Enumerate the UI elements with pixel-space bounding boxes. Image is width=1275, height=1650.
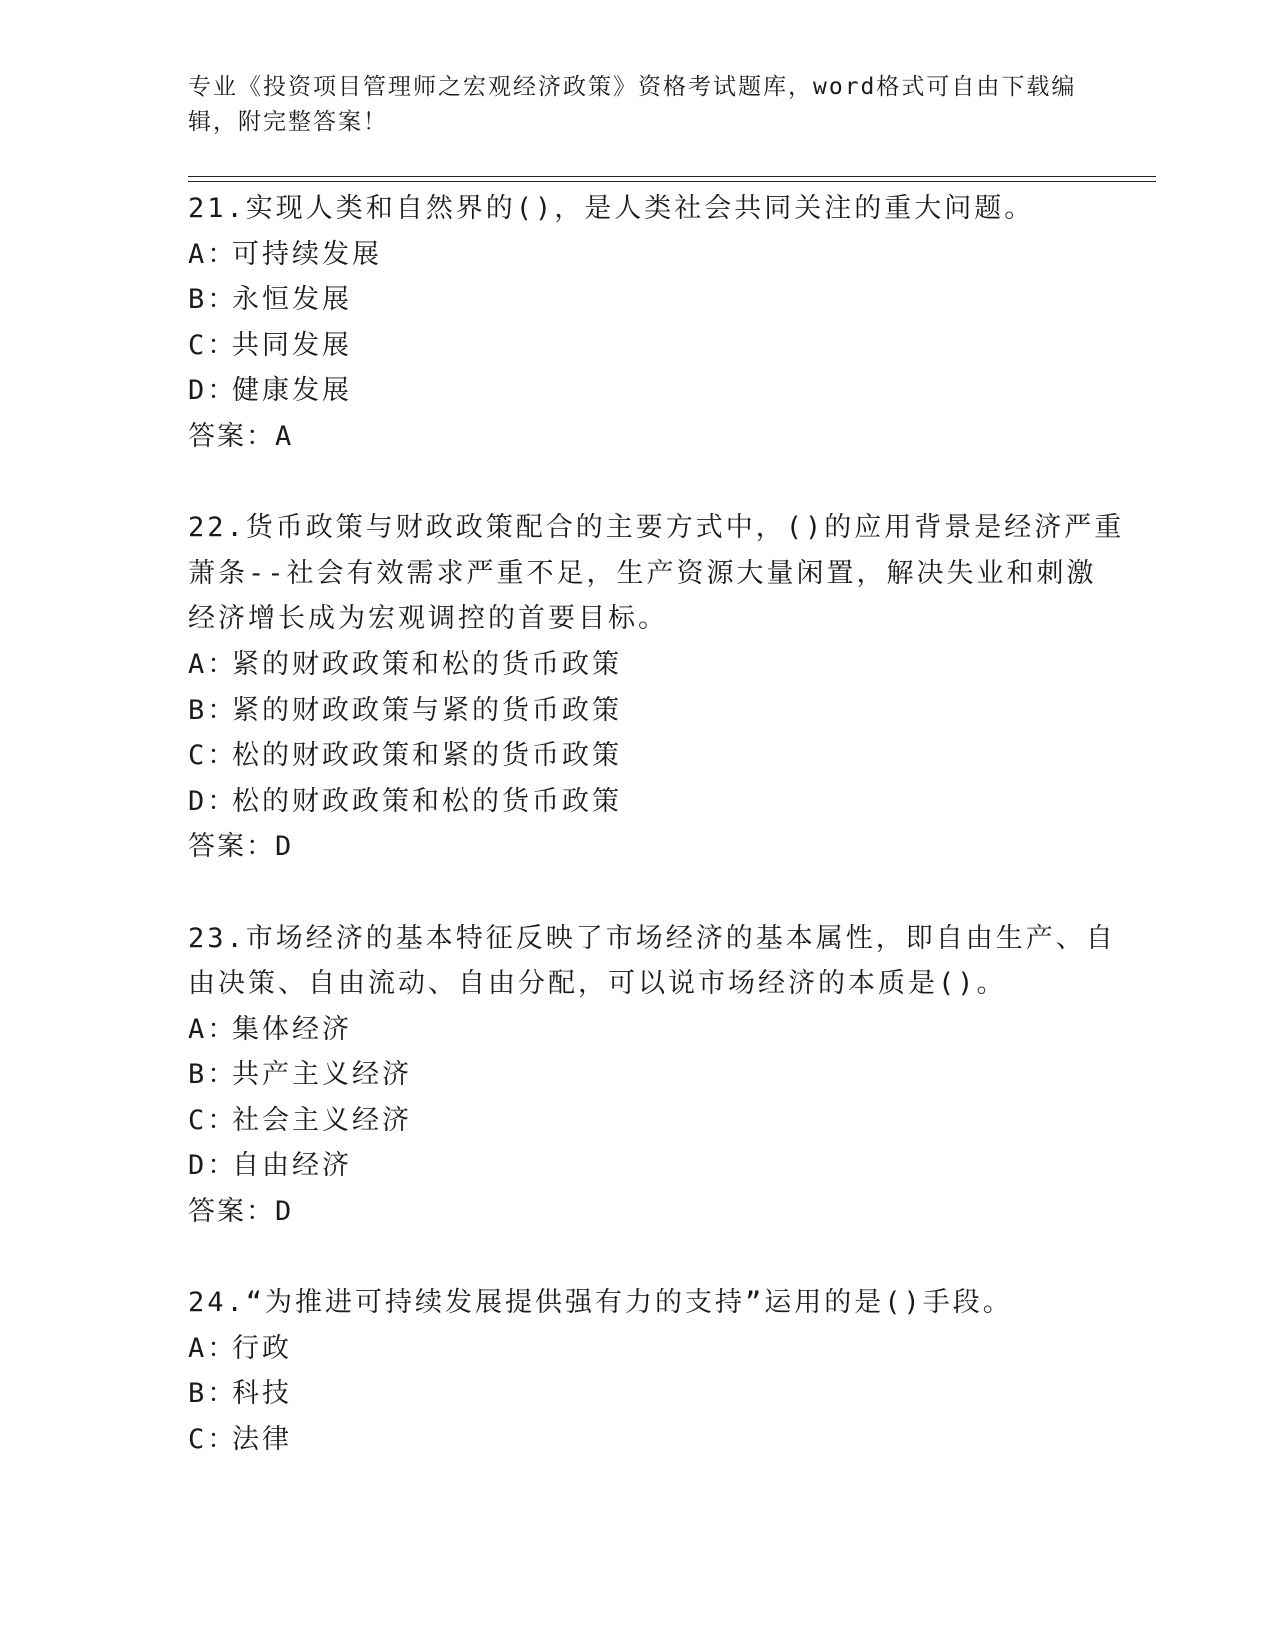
option-b xyxy=(188,1052,1088,1098)
option-letter: D： xyxy=(188,785,238,817)
option-text: 紧的财政政策与紧的货币政策 xyxy=(232,694,622,726)
option-letter: B： xyxy=(188,284,238,316)
option-b xyxy=(188,1371,1088,1417)
question-21 xyxy=(188,186,1088,460)
option-text: 自由经济 xyxy=(232,1150,352,1182)
question-stem: 22.货币政策与财政政策配合的主要方式中，()的应用背景是经济严重 xyxy=(188,512,1125,544)
spacer xyxy=(188,460,1088,506)
option-text: 松的财政政策和紧的货币政策 xyxy=(232,740,622,772)
option-a xyxy=(188,1007,1088,1053)
answer-line: 答案：A xyxy=(188,420,294,452)
header-line-1: 专业《投资项目管理师之宏观经济政策》资格考试题库，word格式可自由下载编 xyxy=(188,74,1077,100)
option-letter: D： xyxy=(188,375,238,407)
question-stem: 24.“为推进可持续发展提供强有力的支持”运用的是()手段。 xyxy=(188,1287,1013,1319)
option-c xyxy=(188,1417,1088,1463)
option-text: 紧的财政政策和松的货币政策 xyxy=(232,648,622,680)
option-letter: A： xyxy=(188,1332,238,1364)
option-letter: C： xyxy=(188,1104,238,1136)
option-letter: A： xyxy=(188,1013,238,1045)
option-letter: B： xyxy=(188,1059,238,1091)
question-stem: 由决策、自由流动、自由分配，可以说市场经济的本质是()。 xyxy=(188,968,1007,1000)
option-d xyxy=(188,779,1088,825)
option-text: 共产主义经济 xyxy=(232,1059,412,1091)
document-header xyxy=(188,70,1088,140)
answer-line: 答案：D xyxy=(188,1196,294,1228)
option-a xyxy=(188,642,1088,688)
option-text: 科技 xyxy=(232,1378,292,1410)
option-letter: C： xyxy=(188,1424,238,1456)
question-stem: 经济增长成为宏观调控的首要目标。 xyxy=(188,603,668,635)
question-22 xyxy=(188,505,1125,870)
option-letter: B： xyxy=(188,694,238,726)
option-a xyxy=(188,1326,1088,1372)
question-23 xyxy=(188,916,1116,1235)
option-letter: C： xyxy=(188,329,238,361)
option-text: 健康发展 xyxy=(232,375,352,407)
option-text: 可持续发展 xyxy=(232,238,382,270)
option-letter: C： xyxy=(188,740,238,772)
option-letter: B： xyxy=(188,1378,238,1410)
question-stem: 萧条--社会有效需求严重不足，生产资源大量闲置，解决失业和刺激 xyxy=(188,557,1097,589)
option-b xyxy=(188,688,1088,734)
option-letter: A： xyxy=(188,648,238,680)
option-text: 社会主义经济 xyxy=(232,1104,412,1136)
option-a xyxy=(188,232,1088,278)
option-b xyxy=(188,277,1088,323)
option-letter: A： xyxy=(188,238,238,270)
option-text: 行政 xyxy=(232,1332,292,1364)
option-c xyxy=(188,733,1088,779)
option-text: 共同发展 xyxy=(232,329,352,361)
option-text: 法律 xyxy=(232,1424,292,1456)
question-stem: 21.实现人类和自然界的()，是人类社会共同关注的重大问题。 xyxy=(188,193,1035,224)
option-text: 集体经济 xyxy=(232,1013,352,1045)
option-letter: D： xyxy=(188,1150,238,1182)
option-d xyxy=(188,368,1088,414)
header-divider-bottom xyxy=(188,181,1156,182)
question-stem: 23.市场经济的基本特征反映了市场经济的基本属性，即自由生产、自 xyxy=(188,922,1116,954)
option-d xyxy=(188,1143,1088,1189)
option-text: 松的财政政策和松的货币政策 xyxy=(232,785,622,817)
spacer xyxy=(188,1235,1088,1281)
question-24 xyxy=(188,1280,1088,1462)
header-divider-top xyxy=(188,176,1156,177)
header-line-2: 辑，附完整答案！ xyxy=(188,109,388,135)
question-list xyxy=(188,186,1125,1463)
spacer xyxy=(188,870,1088,916)
answer-line: 答案：D xyxy=(188,831,294,863)
option-text: 永恒发展 xyxy=(232,284,352,316)
option-c xyxy=(188,323,1088,369)
option-c xyxy=(188,1098,1088,1144)
